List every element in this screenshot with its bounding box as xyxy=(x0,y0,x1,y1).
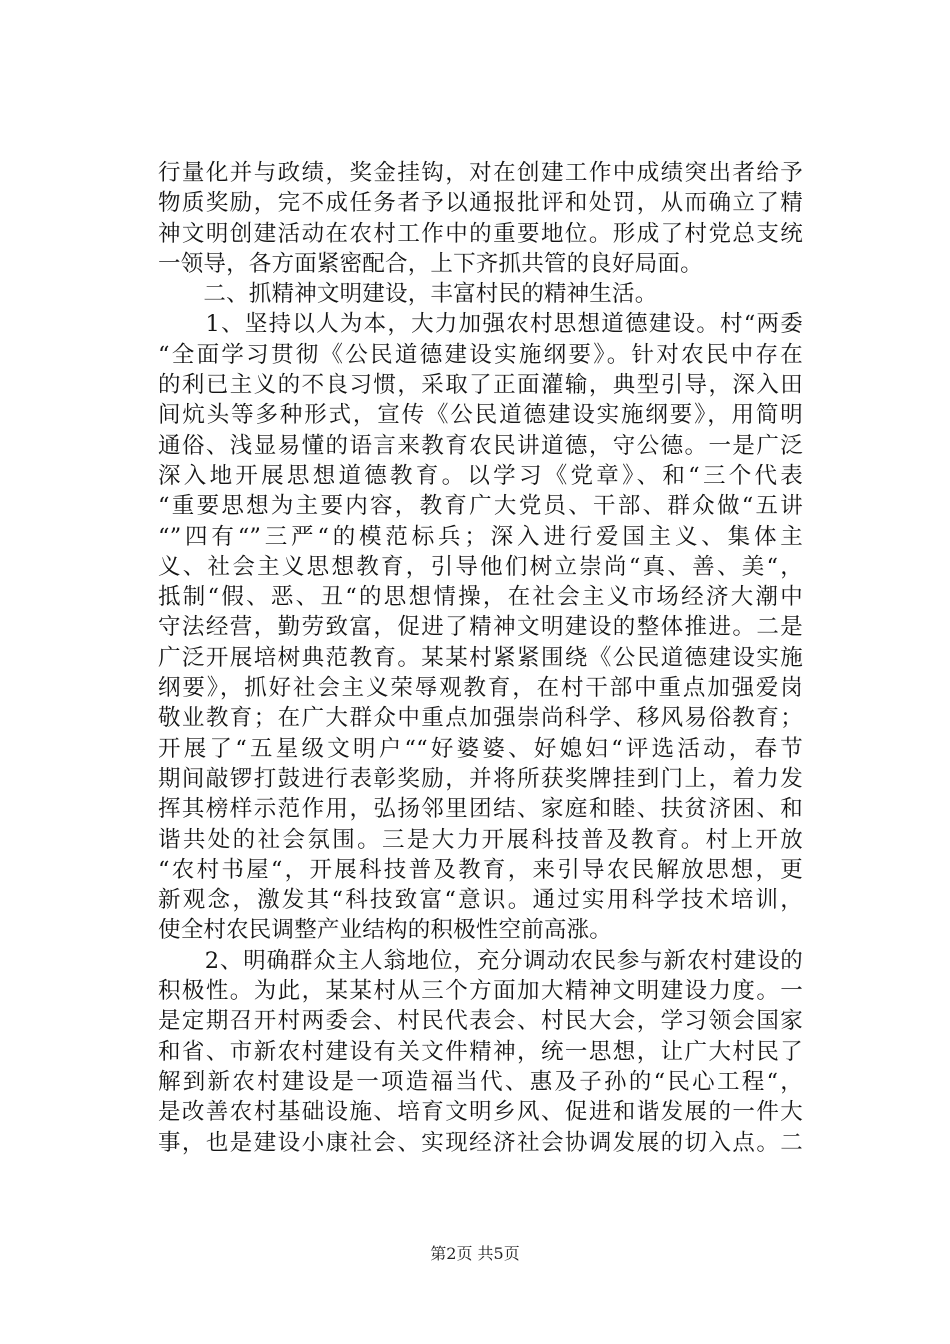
text-line: 义、社会主义思想教育，引导他们树立崇尚“真、善、美“， xyxy=(158,553,803,580)
text-line: 纲要》，抓好社会主义荣辱观教育，在村干部中重点加强爱岗 xyxy=(158,675,803,702)
text-line: 谐共处的社会氛围。三是大力开展科技普及教育。村上开放 xyxy=(158,826,803,853)
text-line: 守法经营，勤劳致富，促进了精神文明建设的整体推进。二是 xyxy=(158,614,803,641)
text-line: 广泛开展培树典范教育。某某村紧紧围绕《公民道德建设实施 xyxy=(158,644,803,671)
text-line: 抵制“假、恶、丑“的思想情操，在社会主义市场经济大潮中 xyxy=(158,584,803,611)
text-line: 的利已主义的不良习惯，采取了正面灌输，典型引导，深入田 xyxy=(158,372,803,399)
text-line: 积极性。为此，某某村从三个方面加大精神文明建设力度。一 xyxy=(158,978,803,1005)
text-line: “全面学习贯彻《公民道德建设实施纲要》。针对农民中存在 xyxy=(158,341,803,368)
text-line: 通俗、浅显易懂的语言来教育农民讲道德，守公德。一是广泛 xyxy=(158,432,803,459)
text-line: 新观念，激发其“科技致富“意识。通过实用科学技术培训， xyxy=(158,887,803,914)
text-line: 是定期召开村两委会、村民代表会、村民大会，学习领会国家 xyxy=(158,1008,803,1035)
text-line: 神文明创建活动在农村工作中的重要地位。形成了村党总支统 xyxy=(158,220,803,247)
text-line: 行量化并与政绩，奖金挂钩，对在创建工作中成绩突出者给予 xyxy=(158,160,803,186)
text-line: 挥其榜样示范作用，弘扬邻里团结、家庭和睦、扶贫济困、和 xyxy=(158,796,803,823)
text-line: 物质奖励，完不成任务者予以通报批评和处罚，从而确立了精 xyxy=(158,190,803,217)
text-line: 间炕头等多种形式，宣传《公民道德建设实施纲要》，用简明 xyxy=(158,402,803,429)
text-line: 事，也是建设小康社会、实现经济社会协调发展的切入点。二 xyxy=(158,1129,803,1156)
text-line: 一领导，各方面紧密配合，上下齐抓共管的良好局面。 xyxy=(158,250,703,277)
page-footer xyxy=(0,1244,950,1264)
text-line: 敬业教育；在广大群众中重点加强崇尚科学、移风易俗教育； xyxy=(158,705,803,732)
text-line: “农村书屋“，开展科技普及教育，来引导农民解放思想，更 xyxy=(158,856,803,883)
text-line: 期间敲锣打鼓进行表彰奖励，并将所获奖牌挂到门上，着力发 xyxy=(158,765,803,792)
text-line: “重要思想为主要内容，教育广大党员、干部、群众做“五讲 xyxy=(158,493,803,520)
page-number-label: 第2页 共5页 xyxy=(430,1244,520,1263)
text-line: 开展了“五星级文明户““好婆婆、好媳妇“评选活动，春节 xyxy=(158,735,803,762)
text-line: 2、明确群众主人翁地位，充分调动农民参与新农村建设的 xyxy=(158,947,803,974)
text-line: 深入地开展思想道德教育。以学习《党章》、和“三个代表 xyxy=(158,462,803,489)
document-body xyxy=(158,158,803,1158)
text-line: 是改善农村基础设施、培育文明乡风、促进和谐发展的一件大 xyxy=(158,1099,803,1126)
text-line: 解到新农村建设是一项造福当代、惠及子孙的“民心工程“， xyxy=(158,1068,803,1095)
text-line: 使全村农民调整产业结构的积极性空前高涨。 xyxy=(158,917,613,944)
text-line: “”四有“”三严“的模范标兵；深入进行爱国主义、集体主 xyxy=(158,523,803,550)
text-line: 二、抓精神文明建设，丰富村民的精神生活。 xyxy=(158,281,658,308)
text-line: 1、坚持以人为本，大力加强农村思想道德建设。村“两委 xyxy=(158,311,803,338)
text-line: 和省、市新农村建设有关文件精神，统一思想，让广大村民了 xyxy=(158,1038,803,1065)
